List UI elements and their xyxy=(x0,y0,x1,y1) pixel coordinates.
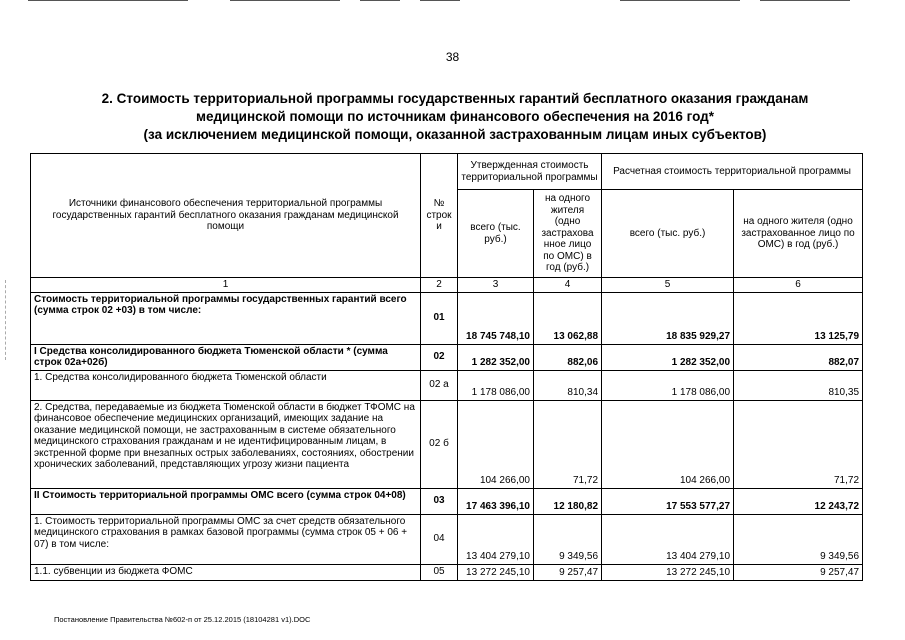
row-per-resident-estimated: 9 257,47 xyxy=(734,564,863,580)
financing-table xyxy=(30,153,863,581)
row-number: 01 xyxy=(421,292,458,344)
row-label: 1. Стоимость территориальной программы ОМС за счет средств обязательного медицинского страхования в рамках базовой программы (сумма строк 05 + 06 + 07) в том числе: xyxy=(31,514,421,564)
row-per-resident-approved: 12 180,82 xyxy=(534,488,602,514)
row-per-resident-estimated: 9 349,56 xyxy=(734,514,863,564)
row-total-estimated: 1 282 352,00 xyxy=(602,344,734,370)
header-per-resident-approved: на одного жителя (одно застрахова нное лицо по ОМС) в год (руб.) xyxy=(534,190,602,278)
row-label: II Стоимость территориальной программы ОМС всего (сумма строк 04+08) xyxy=(31,488,421,514)
row-per-resident-estimated: 810,35 xyxy=(734,370,863,400)
row-label: Стоимость территориальной программы государственных гарантий всего (сумма строк 02 +03) в том числе: xyxy=(31,292,421,344)
table-row xyxy=(31,370,863,400)
row-total-estimated: 1 178 086,00 xyxy=(602,370,734,400)
col-number: 1 xyxy=(31,278,421,293)
row-per-resident-estimated: 12 243,72 xyxy=(734,488,863,514)
heading-line-3: (за исключением медицинской помощи, оказанной застрахованным лицам иных субъектов) xyxy=(143,127,767,142)
row-total-approved: 13 404 279,10 xyxy=(458,514,534,564)
row-total-estimated: 13 272 245,10 xyxy=(602,564,734,580)
header-total-estimated: всего (тыс. руб.) xyxy=(602,190,734,278)
row-total-approved: 18 745 748,10 xyxy=(458,292,534,344)
col-number: 6 xyxy=(734,278,863,293)
table-row xyxy=(31,292,863,344)
row-number: 02 xyxy=(421,344,458,370)
table-row xyxy=(31,400,863,488)
row-per-resident-approved: 71,72 xyxy=(534,400,602,488)
table-row xyxy=(31,564,863,580)
page-number: 38 xyxy=(445,50,460,64)
row-total-approved: 13 272 245,10 xyxy=(458,564,534,580)
row-label: 1. Средства консолидированного бюджета Тюменской области xyxy=(31,370,421,400)
row-number: 03 xyxy=(421,488,458,514)
scan-margin-mark xyxy=(5,280,7,360)
col-number: 3 xyxy=(458,278,534,293)
row-label: 1.1. субвенции из бюджета ФОМС xyxy=(31,564,421,580)
row-number: 02 б xyxy=(421,400,458,488)
header-per-resident-estimated: на одного жителя (одно застрахованное лицо по ОМС) в год (руб.) xyxy=(734,190,863,278)
header-approved-cost: Утвержденная стоимость территориальной программы xyxy=(458,154,602,190)
top-edge-lines xyxy=(0,0,905,2)
header-row-no: № строк и xyxy=(421,154,458,278)
row-label: 2. Средства, передаваемые из бюджета Тюменской области в бюджет ТФОМС на финансовое обеспечение медицинских организаций, имеющих задание на оказание медицинской помощи, не застрахованным в системе обязательного медицинского страхования гражданам и не идентифицированным лицам, в экстренной форме при внезапных острых заболеваниях, состояниях, обострении хронических заболеваний, представляющих угрозу жизни пациента xyxy=(31,400,421,488)
col-number: 2 xyxy=(421,278,458,293)
row-per-resident-estimated: 882,07 xyxy=(734,344,863,370)
row-per-resident-approved: 9 349,56 xyxy=(534,514,602,564)
row-number: 04 xyxy=(421,514,458,564)
row-number: 05 xyxy=(421,564,458,580)
row-total-approved: 17 463 396,10 xyxy=(458,488,534,514)
row-total-estimated: 104 266,00 xyxy=(602,400,734,488)
heading-line-1: 2. Стоимость территориальной программы государственных гарантий бесплатного оказания гражданам xyxy=(101,91,809,106)
row-label: I Средства консолидированного бюджета Тюменской области * (сумма строк 02а+02б) xyxy=(31,344,421,370)
section-heading xyxy=(40,90,870,144)
header-source: Источники финансового обеспечения территориальной программы государственных гарантий бесплатного оказания гражданам медицинской помощи xyxy=(31,154,421,278)
row-per-resident-estimated: 71,72 xyxy=(734,400,863,488)
row-per-resident-approved: 9 257,47 xyxy=(534,564,602,580)
row-total-approved: 1 282 352,00 xyxy=(458,344,534,370)
header-estimated-cost: Расчетная стоимость территориальной программы xyxy=(602,154,863,190)
row-total-estimated: 13 404 279,10 xyxy=(602,514,734,564)
row-total-approved: 1 178 086,00 xyxy=(458,370,534,400)
header-total-approved: всего (тыс. руб.) xyxy=(458,190,534,278)
row-per-resident-approved: 882,06 xyxy=(534,344,602,370)
col-number: 5 xyxy=(602,278,734,293)
heading-line-2: медицинской помощи по источникам финансового обеспечения на 2016 год* xyxy=(195,109,714,124)
row-per-resident-approved: 13 062,88 xyxy=(534,292,602,344)
row-per-resident-approved: 810,34 xyxy=(534,370,602,400)
row-per-resident-estimated: 13 125,79 xyxy=(734,292,863,344)
table-row xyxy=(31,514,863,564)
row-total-approved: 104 266,00 xyxy=(458,400,534,488)
col-number: 4 xyxy=(534,278,602,293)
row-total-estimated: 17 553 577,27 xyxy=(602,488,734,514)
row-total-estimated: 18 835 929,27 xyxy=(602,292,734,344)
table-row xyxy=(31,488,863,514)
table-row xyxy=(31,344,863,370)
row-number: 02 а xyxy=(421,370,458,400)
document-footer: Постановление Правительства №602-п от 25.12.2015 (18104281 v1).DOC xyxy=(54,615,311,624)
